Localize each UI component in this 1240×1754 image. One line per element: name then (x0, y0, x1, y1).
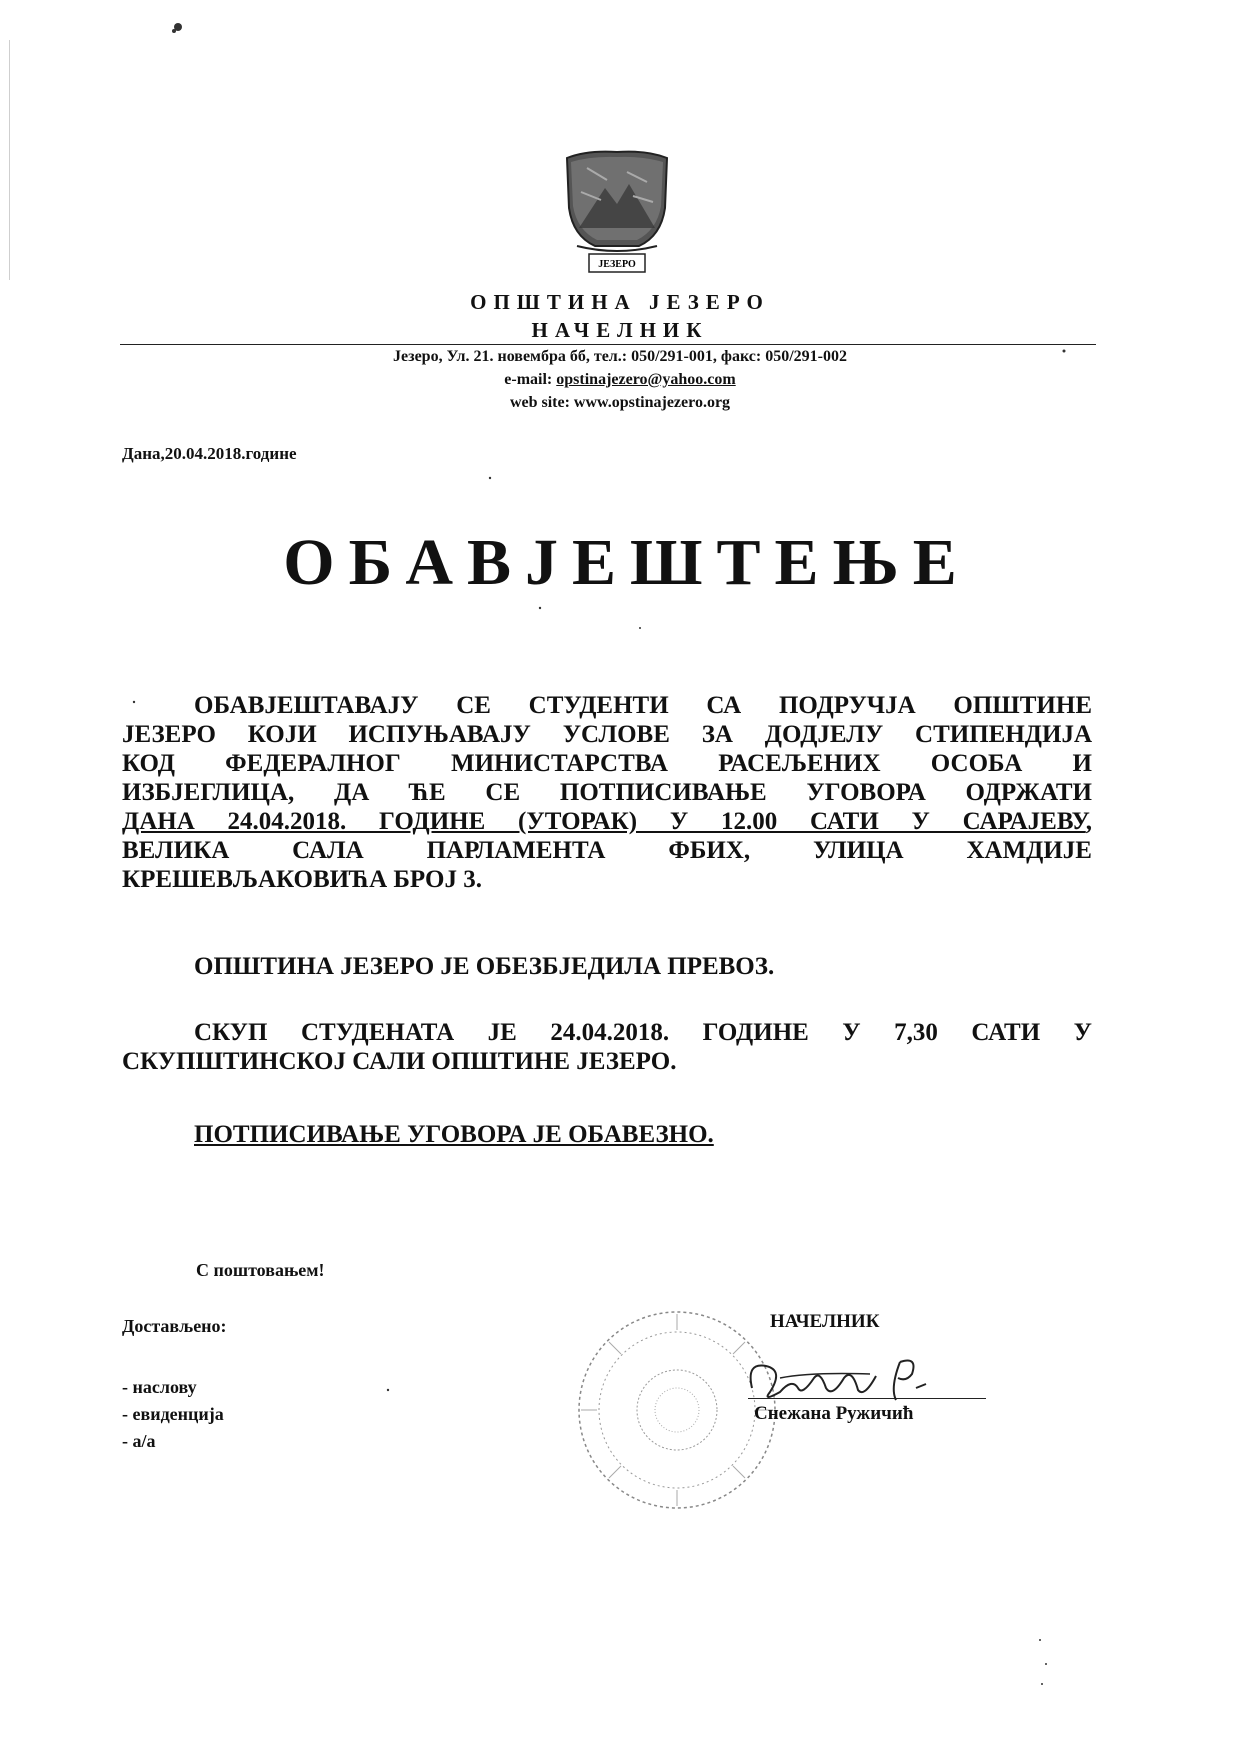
office-title: НАЧЕЛНИК (531, 318, 709, 342)
paragraph-line-emphasis (122, 807, 1092, 836)
document-date: Дана,20.04.2018.године (122, 444, 297, 463)
delivered-label: Достављено: (122, 1316, 227, 1336)
distribution-list (122, 1374, 224, 1455)
municipality-name: ОПШТИНА ЈЕЗЕРО (470, 290, 770, 314)
list-item: - наслову (122, 1377, 197, 1397)
paragraph-line: КРЕШЕВЉАКОВИЋА БРОЈ 3. (122, 866, 482, 893)
transport-notice: ОПШТИНА ЈЕЗЕРО ЈЕ ОБЕЗБЈЕДИЛА ПРЕВОЗ. (194, 953, 775, 980)
signer-title: НАЧЕЛНИК (770, 1311, 880, 1332)
paragraph-line: ОБАВЈЕШТАВАЈУ СЕ СТУДЕНТИ СА ПОДРУЧЈА ОПШТИНЕ (194, 692, 1092, 719)
gathering-notice (122, 1018, 1092, 1076)
mandatory-notice (122, 1120, 1092, 1149)
official-stamp-icon (575, 1308, 780, 1513)
contact-line: Језеро, Ул. 21. новембра бб, тел.: 050/291-001, факс: 050/291-002 (393, 348, 847, 365)
header-divider (120, 344, 1096, 345)
email-link[interactable]: opstinajezero@yahoo.com (556, 371, 736, 388)
handwritten-signature-icon (740, 1348, 960, 1408)
signer-name: Снежана Ружичић (754, 1403, 914, 1424)
list-item: - а/а (122, 1431, 156, 1451)
scan-edge-artifact (9, 40, 10, 280)
list-item: - евиденција (122, 1404, 224, 1424)
paragraph-line: ВЕЛИКА САЛА ПАРЛАМЕНТА ФБИХ, УЛИЦА ХАМДИЈЕ (122, 837, 1092, 864)
mandatory-notice-text: ПОТПИСИВАЊЕ УГОВОРА ЈЕ ОБАВЕЗНО. (194, 1121, 714, 1148)
website-line: web site: www.opstinajezero.org (509, 394, 731, 411)
municipality-crest-icon (557, 148, 677, 280)
closing-salutation: С поштовањем! (196, 1260, 325, 1280)
paragraph-line-tail: , (1085, 808, 1092, 835)
document-title: ОБАВЈЕШТЕЊЕ (283, 526, 971, 599)
crest-label: ЈЕЗЕРО (598, 259, 636, 270)
underlined-date-location: ДАНА 24.04.2018. ГОДИНЕ (УТОРАК) У 12.00 САТИ У САРАЈЕВУ (122, 808, 1086, 835)
signature-line (748, 1398, 986, 1399)
email-label: e-mail: (504, 371, 557, 388)
paragraph-line: СКУПШТИНСКОЈ САЛИ ОПШТИНЕ ЈЕЗЕРО. (122, 1048, 677, 1075)
paragraph-line: СКУП СТУДЕНАТА ЈЕ 24.04.2018. ГОДИНЕ У 7,30 САТИ У (194, 1019, 1092, 1046)
paragraph-line: ИЗБЈЕГЛИЦА, ДА ЋЕ СЕ ПОТПИСИВАЊЕ УГОВОРА ОДРЖАТИ (122, 779, 1092, 806)
email-line (0, 371, 1240, 389)
paragraph-line: КОД ФЕДЕРАЛНОГ МИНИСТАРСТВА РАСЕЉЕНИХ ОСОБА И (122, 750, 1092, 777)
paragraph-line: ЈЕЗЕРО КОЈИ ИСПУЊАВАЈУ УСЛОВЕ ЗА ДОДЈЕЛУ СТИПЕНДИЈА (122, 721, 1092, 748)
notice-paragraph-main (122, 691, 1092, 894)
